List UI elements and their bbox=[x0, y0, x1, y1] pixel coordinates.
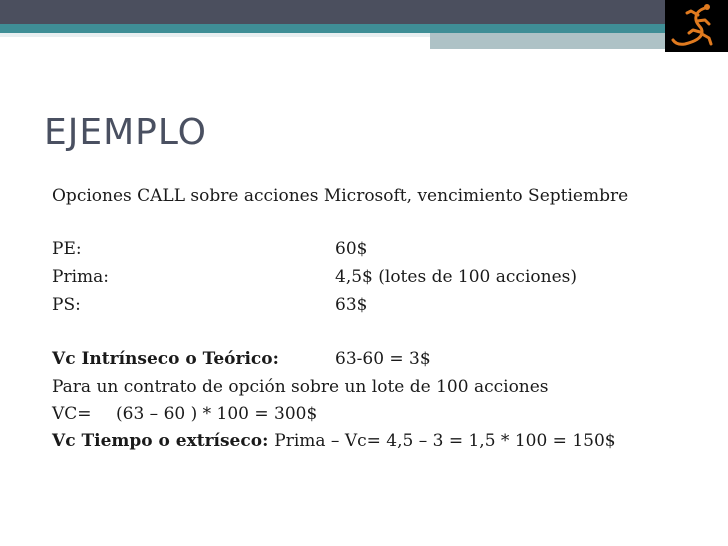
slide-title: EJEMPLO bbox=[44, 112, 207, 153]
header-stripe-grey bbox=[430, 33, 665, 49]
lizard-icon bbox=[665, 0, 728, 52]
row-prima-value: 4,5$ (lotes de 100 acciones) bbox=[335, 267, 577, 287]
intrinsic-label: Vc Intrínseco o Teórico: bbox=[52, 349, 279, 369]
intrinsic-row bbox=[52, 346, 431, 372]
row-pe-label: PE: bbox=[52, 239, 82, 259]
header-stripe-light bbox=[0, 33, 430, 37]
intro-text: Opciones CALL sobre acciones Microsoft, vencimiento Septiembre bbox=[52, 186, 629, 206]
vc-row bbox=[52, 401, 318, 427]
time-value-row bbox=[52, 428, 616, 454]
row-ps bbox=[52, 292, 368, 318]
time-value-value: Prima – Vc= 4,5 – 3 = 1,5 * 100 = 150$ bbox=[274, 431, 616, 451]
row-ps-label: PS: bbox=[52, 295, 81, 315]
header-bar bbox=[0, 0, 665, 24]
intrinsic-value: 63-60 = 3$ bbox=[335, 349, 431, 369]
header-stripe-teal bbox=[0, 24, 665, 33]
vc-label: VC= bbox=[52, 404, 92, 424]
row-prima bbox=[52, 264, 577, 290]
contract-note: Para un contrato de opción sobre un lote de 100 acciones bbox=[52, 377, 549, 397]
logo bbox=[665, 0, 728, 52]
vc-value: (63 – 60 ) * 100 = 300$ bbox=[116, 404, 318, 424]
row-ps-value: 63$ bbox=[335, 295, 368, 315]
row-pe-value: 60$ bbox=[335, 239, 368, 259]
row-pe bbox=[52, 236, 368, 262]
row-prima-label: Prima: bbox=[52, 267, 109, 287]
time-value-label: Vc Tiempo o extríseco: bbox=[52, 431, 275, 451]
